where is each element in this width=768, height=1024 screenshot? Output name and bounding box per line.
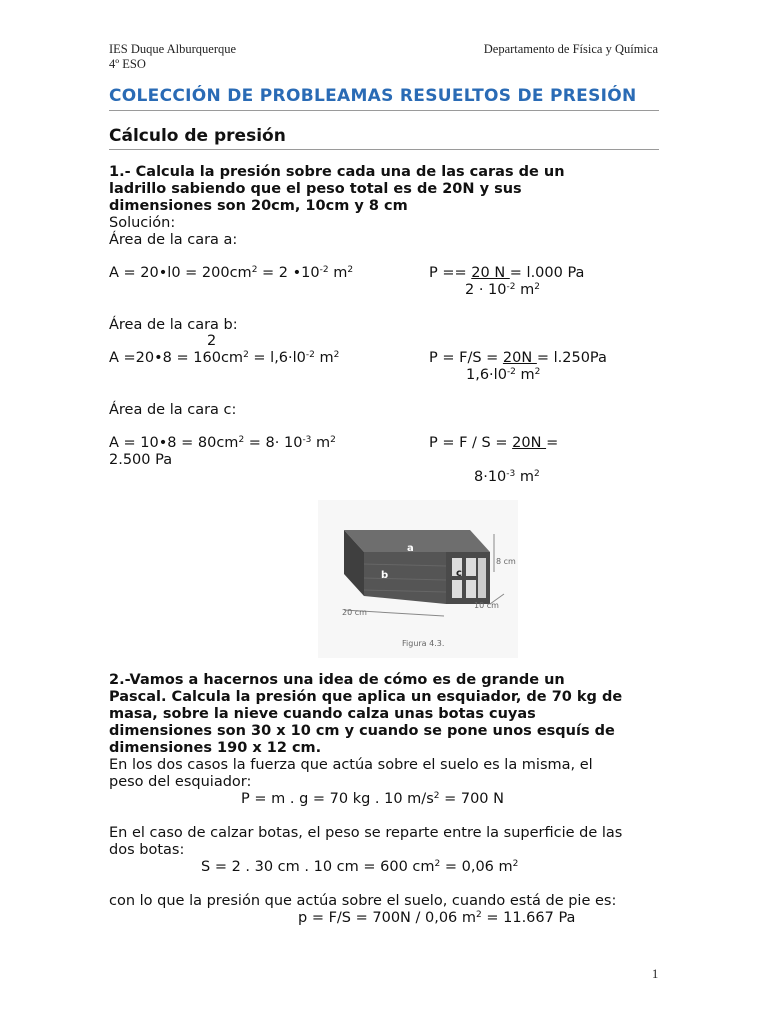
title-divider: [109, 110, 659, 111]
figure-dim-height: 8 cm: [496, 557, 516, 566]
figure-face-a: a: [407, 543, 414, 554]
page-number: 1: [652, 967, 659, 981]
brick-figure: [318, 500, 518, 658]
brick-illustration: [318, 500, 518, 658]
figure-dim-length: 20 cm: [342, 608, 367, 617]
document-title: COLECCIÓN DE PROBLEAMAS RESUELTOS DE PRESIÓN: [109, 86, 637, 106]
header-school: IES Duque Alburquerque: [109, 42, 237, 56]
problem2-p1-line-2: peso del esquiador:: [109, 774, 252, 790]
header-course: 4º ESO: [109, 57, 146, 71]
face-a-pressure: P == 20 N = l.000 Pa: [429, 265, 585, 281]
problem2-line-2: Pascal. Calcula la presión que aplica un esquiador, de 70 kg de: [109, 689, 623, 705]
figure-face-c: c: [456, 568, 462, 579]
problem2-line-3: masa, sobre la nieve cuando calza unas botas cuyas: [109, 706, 536, 722]
problem2-p1-line-1: En los dos casos la fuerza que actúa sobre el suelo es la misma, el: [109, 757, 593, 773]
brick-hole: [466, 558, 476, 576]
problem2-p2-line-1: En el caso de calzar botas, el peso se reparte entre la superficie de las: [109, 825, 623, 841]
brick-hole: [466, 580, 476, 598]
brick-hole: [452, 580, 462, 598]
section-title: Cálculo de presión: [109, 126, 286, 146]
problem2-line-5: dimensiones 190 x 12 cm.: [109, 740, 322, 756]
weight-formula: P = m . g = 70 kg . 10 $m/s^2 = 700$ N: [241, 791, 504, 807]
problem2-p2-line-2: dos botas:: [109, 842, 185, 858]
face-a-area: A = 20•l0 = $200cm^2 = 2$ $•10^{-2}$ $m^2$: [109, 265, 354, 281]
problem2-p3: con lo que la presión que actúa sobre el suelo, cuando está de pie es:: [109, 893, 617, 909]
face-b-denominator: $1,6\cdot l0^{-2}$ $m^2$: [466, 367, 541, 383]
solution-label: Solución:: [109, 215, 176, 231]
face-c-result-wrap: 2.500 Pa: [109, 452, 173, 468]
face-c-label: Área de la cara c:: [109, 402, 237, 418]
problem2-line-4: dimensiones son 30 x 10 cm y cuando se pone unos esquís de: [109, 723, 615, 739]
header-department: Departamento de Física y Química: [483, 42, 658, 56]
problem1-line-1: 1.- Calcula la presión sobre cada una de las caras de un: [109, 164, 565, 180]
problem2-line-1: 2.-Vamos a hacernos una idea de cómo es de grande un: [109, 672, 565, 688]
brick-hole: [478, 558, 486, 598]
figure-dim-width: 10 cm: [474, 601, 499, 610]
problem1-line-3: dimensiones son 20cm, 10cm y 8 cm: [109, 198, 408, 214]
face-c-denominator: $8\cdot 10^{-3}$ $m^2$: [474, 469, 540, 485]
face-c-pressure: P = F / S = 20N =: [429, 435, 559, 451]
problem1-line-2: ladrillo sabiendo que el peso total es de 20N y sus: [109, 181, 522, 197]
face-c-area: A = 10•8 = $80cm^2 = 8\cdot 10^{-3}$ $m^2$: [109, 435, 336, 451]
surface-formula: S = 2 . 30 cm . 10 cm = 600 $cm^2 = 0,06$ $m^2$: [201, 859, 519, 875]
face-a-denominator: $2 \cdot 10^{-2}$ $m^2$: [465, 282, 540, 298]
face-b-pressure: P = F/S = 20N = l.250Pa: [429, 350, 607, 366]
section-divider: [109, 149, 659, 150]
pressure-formula: p = F/S = 700N / 0,06 $m^2 = 11.667$ Pa: [298, 910, 576, 926]
figure-face-b: b: [381, 570, 389, 581]
face-b-label: Área de la cara b:: [109, 317, 238, 333]
face-a-label: Área de la cara a:: [109, 232, 238, 248]
face-b-stray-number: 2: [207, 333, 217, 349]
figure-caption: Figura 4.3.: [402, 639, 445, 648]
brick-top-face: [344, 530, 490, 552]
face-b-area: A =20•8 = $160cm^2 = l,6\cdot l0^{-2}$ $m^2$: [109, 350, 340, 366]
